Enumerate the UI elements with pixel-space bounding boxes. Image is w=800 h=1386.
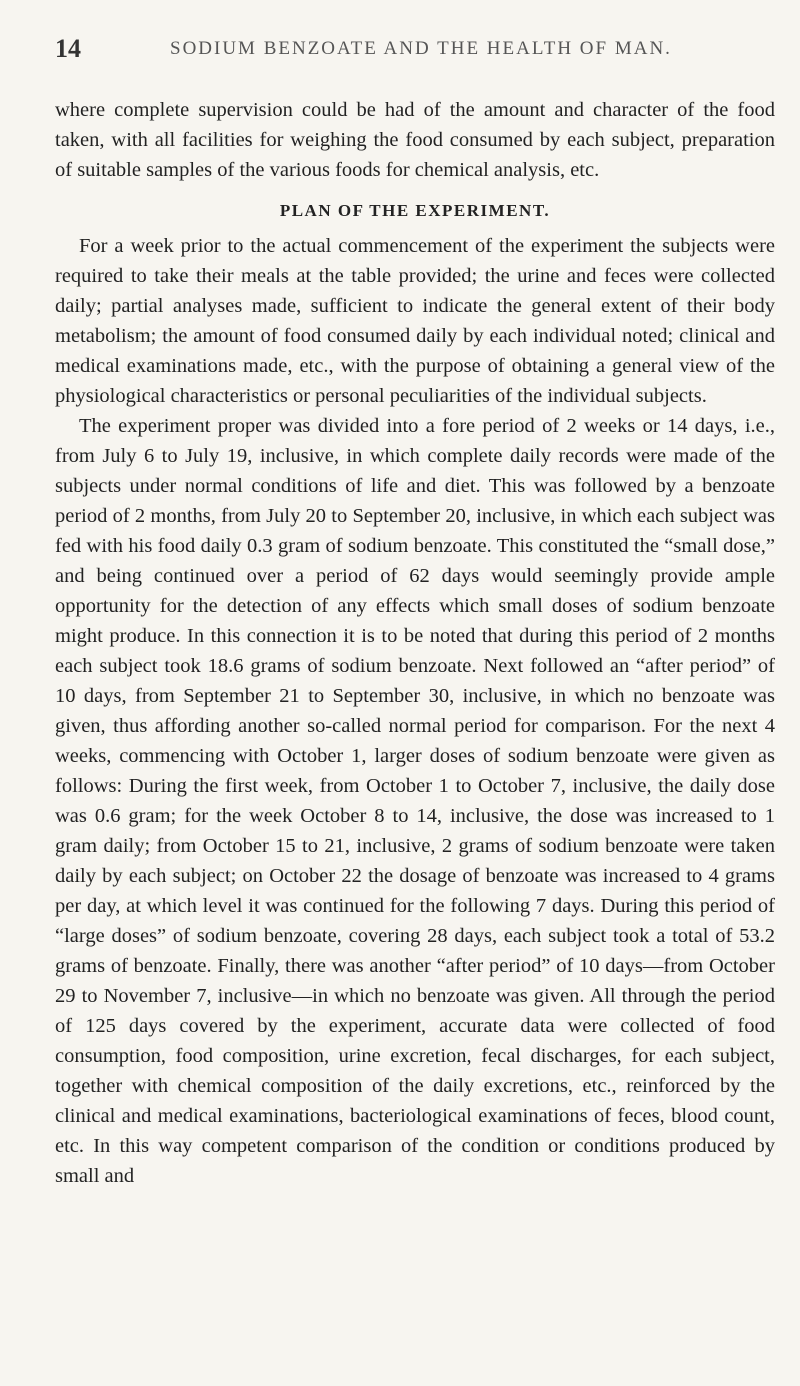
intro-paragraph: where complete supervision could be had of the amount and character of the food taken, with all facilities for weighing the food consumed by each subject, preparation of suitable samples of the various foods for chemical analysis, etc. — [55, 99, 775, 181]
paragraph-experiment-periods: The experiment proper was divided into a fore period of 2 weeks or 14 days, i.e., from July 6 to July 19, inclusive, in which complete daily records were made of the subjects under normal conditions of life and diet. This was followed by a benzoate period of 2 months, from July 20 to September 20, inclusive, in which each subject was fed with his food daily 0.3 gram of sodium benzoate. This constituted the “small dose,” and being continued over a period of 62 days would seemingly provide ample opportunity for the detection of any effects which small doses of sodium benzoate might produce. In this connection it is to be noted that during this period of 2 months each subject took 18.6 grams of sodium benzoate. Next followed an “after period” of 10 days, from September 21 to September 30, inclusive, in which no benzoate was given, thus affording another so-called normal period for comparison. For the next 4 weeks, commencing with October 1, larger doses of sodium benzoate were given as follows: During the first week, from October 1 to October 7, inclusive, the daily dose was 0.6 gram; for the week October 8 to 14, inclusive, the dose was increased to 1 gram daily; from October 15 to 21, inclusive, 2 grams of sodium benzoate were taken daily by each subject; on October 22 the dosage of benzoate was increased to 4 grams per day, at which level it was continued for the following 7 days. During this period of “large doses” of sodium benzoate, covering 28 days, each subject took a total of 53.2 grams of benzoate. Finally, there was another “after period” of 10 days—from October 29 to November 7, inclusive—in which no benzoate was given. All through the period of 125 days covered by the experiment, accurate data were collected of food consumption, food composition, urine excretion, fecal discharges, for each subject, together with chemical composition of the daily excretions, etc., reinforced by the clinical and medical examinations, bacteriological examinations of feces, blood count, etc. In this way competent comparison of the condition or conditions produced by small and — [55, 415, 775, 1187]
body-text — [55, 95, 775, 1191]
page-number: 14 — [55, 34, 81, 63]
page-header — [0, 34, 800, 74]
section-heading: PLAN OF THE EXPERIMENT. — [279, 201, 551, 220]
paragraph-plan-week: For a week prior to the actual commencement of the experiment the subjects were required to take their meals at the table provided; the urine and feces were collected daily; partial analyses made, sufficient to indicate the general extent of their body metabolism; the amount of food consumed daily by each individual noted; clinical and medical examinations made, etc., with the purpose of obtaining a general view of the physiological characteristics or personal peculiarities of the individual subjects. — [55, 235, 775, 407]
running-title: SODIUM BENZOATE AND THE HEALTH OF MAN. — [170, 38, 672, 59]
